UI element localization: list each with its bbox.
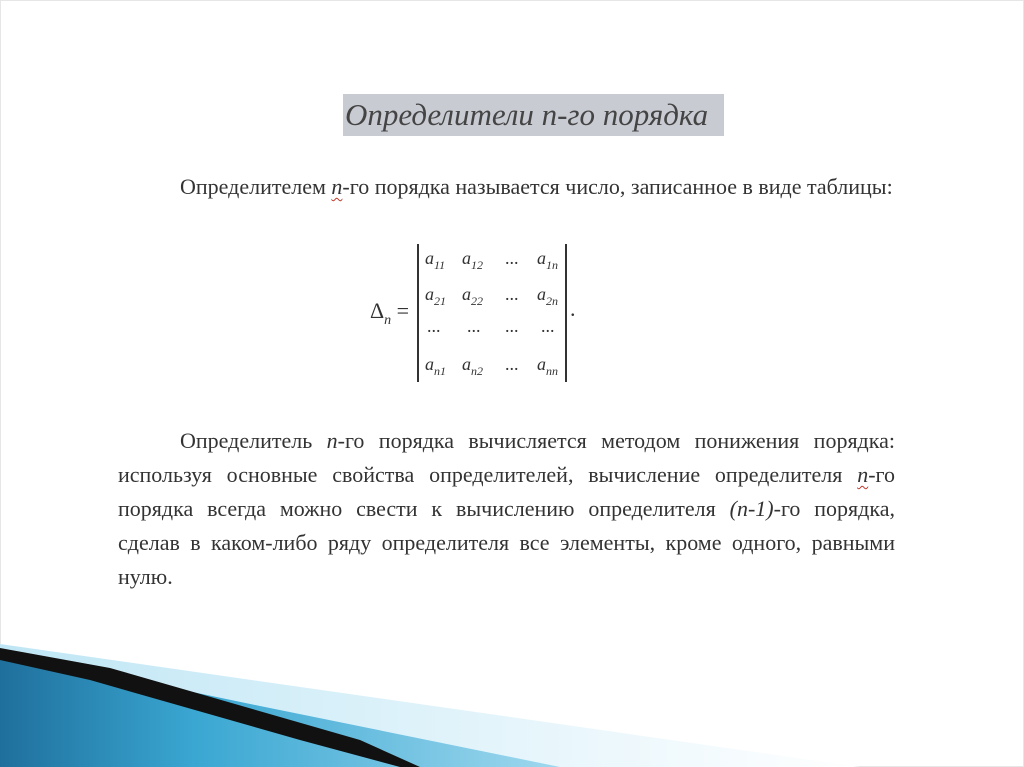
method-text-3: -го порядка всегда можно свести к вычислению определителя <box>118 462 895 521</box>
matrix-cell: ... <box>505 354 519 374</box>
matrix-cell: ... <box>467 316 481 336</box>
matrix-cell: $a_{21}$ <box>425 284 446 308</box>
method-text-4: -го порядка, сделав в каком-либо ряду определителя все элементы, кроме одного, равными нулю. <box>118 496 895 589</box>
matrix-cell: $a_{nn}$ <box>537 354 558 378</box>
matrix-cell: $a_{n1}$ <box>425 354 446 378</box>
matrix-cell: $a_{n2}$ <box>462 354 483 378</box>
delta-subscript: n <box>384 313 392 328</box>
n-variable: n <box>857 462 869 487</box>
matrix-cell: $a_{22}$ <box>462 284 483 308</box>
matrix-cell: ... <box>541 316 555 336</box>
method-text-1: Определитель <box>180 428 327 453</box>
matrix-cell: $a_{11}$ <box>425 248 446 272</box>
definition-text-1: Определителем <box>180 174 332 199</box>
n-variable: n <box>326 428 338 453</box>
matrix-cell: ... <box>505 316 519 336</box>
matrix-cell: $a_{12}$ <box>462 248 483 272</box>
matrix-cell: ... <box>505 284 519 304</box>
method-text-2: -го порядка вычисляется методом понижения порядка: используя основные свойства определителей, вычисление определителя <box>118 428 895 487</box>
matrix-cell: $a_{2n}$ <box>537 284 558 308</box>
definition-text-2: -го порядка называется число, записанное в виде таблицы: <box>342 174 893 199</box>
equals-sign: = <box>396 298 410 323</box>
matrix-cell: ... <box>505 248 519 268</box>
matrix-cell: $a_{1n}$ <box>537 248 558 272</box>
matrix-period: . <box>570 296 576 321</box>
delta-symbol: Δ <box>370 298 385 323</box>
slide-title: Определители n-го порядка <box>345 97 709 132</box>
matrix-cell: ... <box>427 316 441 336</box>
n-minus-one: (n-1) <box>729 496 774 521</box>
n-variable: n <box>331 174 343 199</box>
